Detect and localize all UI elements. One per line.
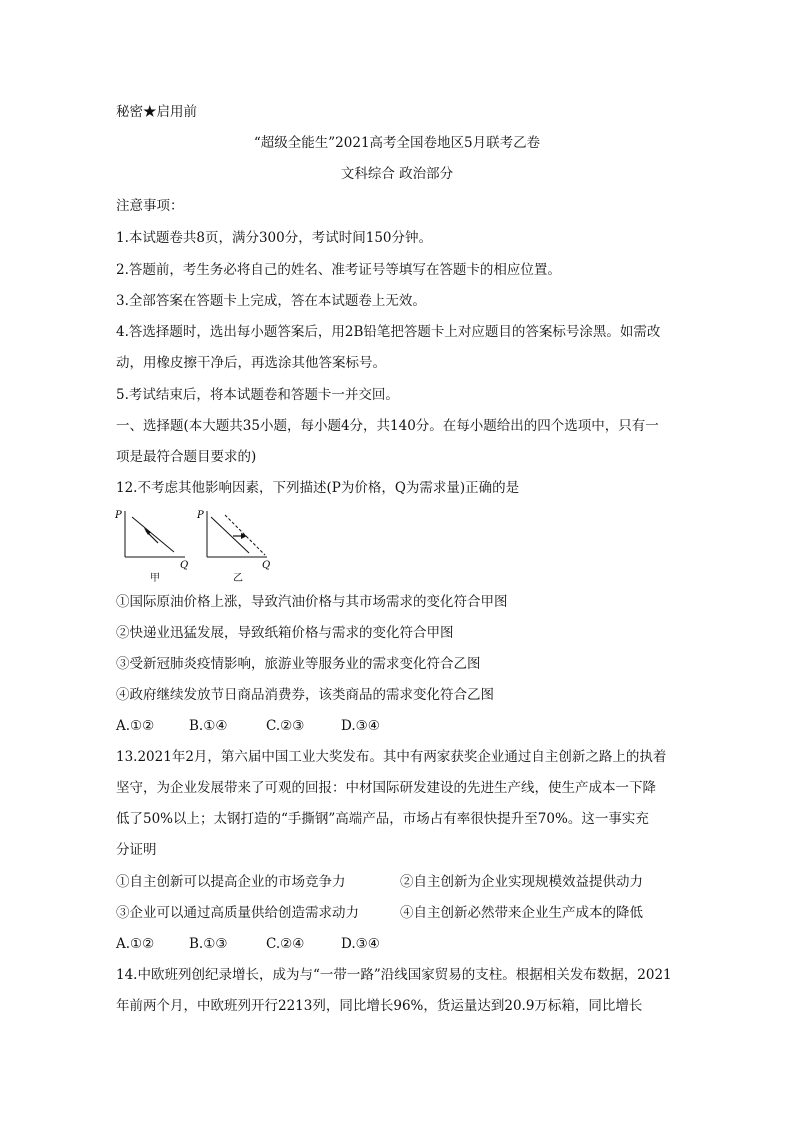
- exam-subtitle: 文科综合 政治部分: [340, 166, 454, 182]
- notice-item: 1.本试题卷共8页，满分300分，考试时间150分钟。: [116, 230, 433, 246]
- exam-title: “超级全能生”2021高考全国卷地区5月联考乙卷: [253, 135, 541, 151]
- graph-b-label: 乙: [233, 573, 243, 584]
- q14-stem: 14.中欧班列创纪录增长，成为与“一带一路”沿线国家贸易的支柱。根据相关发布数据，2021: [116, 967, 672, 983]
- demand-graph-b: [195, 505, 277, 587]
- q13-item: ④自主创新必然带来企业生产成本的降低: [400, 905, 643, 921]
- q13-option-d[interactable]: D.③④: [341, 936, 380, 952]
- q12-option-a[interactable]: A.①②: [116, 718, 155, 734]
- q12-option-b[interactable]: B.①④: [189, 718, 228, 734]
- section-heading: 一、选择题(本大题共35小题，每小题4分，共140分。在每小题给出的四个选项中，只有一: [116, 418, 659, 434]
- q13-item: ③企业可以通过高质量供给创造需求动力: [116, 905, 359, 921]
- notice-heading: 注意事项：: [116, 198, 184, 214]
- q13-stem: 坚守，为企业发展带来了可观的回报：中材国际研发建设的先进生产线，使生产成本一下降: [116, 780, 656, 796]
- notice-item: 4.答选择题时，选出每小题答案后，用2B铅笔把答题卡上对应题目的答案标号涂黑。如需改: [116, 324, 661, 340]
- q13-option-b[interactable]: B.①③: [189, 936, 228, 952]
- q13-option-a[interactable]: A.①②: [116, 936, 155, 952]
- q13-stem: 13.2021年2月，第六届中国工业大奖发布。其中有两家获奖企业通过自主创新之路上的执着: [116, 749, 667, 765]
- q14-stem: 年前两个月，中欧班列开行2213列，同比增长96%，货运量达到20.9万标箱，同比增长: [116, 998, 643, 1014]
- q13-stem: 低了50%以上；太钢打造的“手撕钢”高端产品，市场占有率很快提升至70%。这一事实充: [116, 811, 649, 827]
- q13-item: ②自主创新为企业实现规模效益提供动力: [400, 874, 643, 890]
- demand-graph-a: [110, 505, 192, 587]
- q13-stem: 分证明: [116, 842, 157, 858]
- q12-option-c[interactable]: C.②③: [266, 718, 305, 734]
- notice-item: 5.考试结束后，将本试题卷和答题卡一并交回。: [116, 387, 399, 403]
- axis-q-label: Q: [262, 560, 271, 571]
- axis-p-label: P: [115, 510, 122, 521]
- q13-item: ①自主创新可以提高企业的市场竞争力: [116, 874, 346, 890]
- secret-label: 秘密★启用前: [116, 104, 197, 120]
- section-heading-cont: 项是最符合题目要求的): [116, 449, 257, 465]
- axis-p-label: P: [197, 510, 204, 521]
- q12-option-d[interactable]: D.③④: [341, 718, 380, 734]
- q13-option-c[interactable]: C.②④: [266, 936, 305, 952]
- question-12-stem: 12.不考虑其他影响因素，下列描述(P为价格，Q为需求量)正确的是: [116, 480, 520, 496]
- q12-item: ④政府继续发放节日商品消费券，该类商品的需求变化符合乙图: [116, 687, 494, 703]
- q12-item: ②快递业迅猛发展，导致纸箱价格与需求的变化符合甲图: [116, 625, 454, 641]
- notice-item: 动，用橡皮擦干净后，再选涂其他答案标号。: [116, 355, 386, 371]
- q12-item: ③受新冠肺炎疫情影响，旅游业等服务业的需求变化符合乙图: [116, 656, 481, 672]
- axis-q-label: Q: [180, 560, 189, 571]
- q12-item: ①国际原油价格上涨，导致汽油价格与其市场需求的变化符合甲图: [116, 594, 508, 610]
- graph-a-label: 甲: [150, 573, 160, 584]
- notice-item: 3.全部答案在答题卡上完成，答在本试题卷上无效。: [116, 293, 426, 309]
- notice-item: 2.答题前，考生务必将自己的姓名、准考证号等填写在答题卡的相应位置。: [116, 262, 561, 278]
